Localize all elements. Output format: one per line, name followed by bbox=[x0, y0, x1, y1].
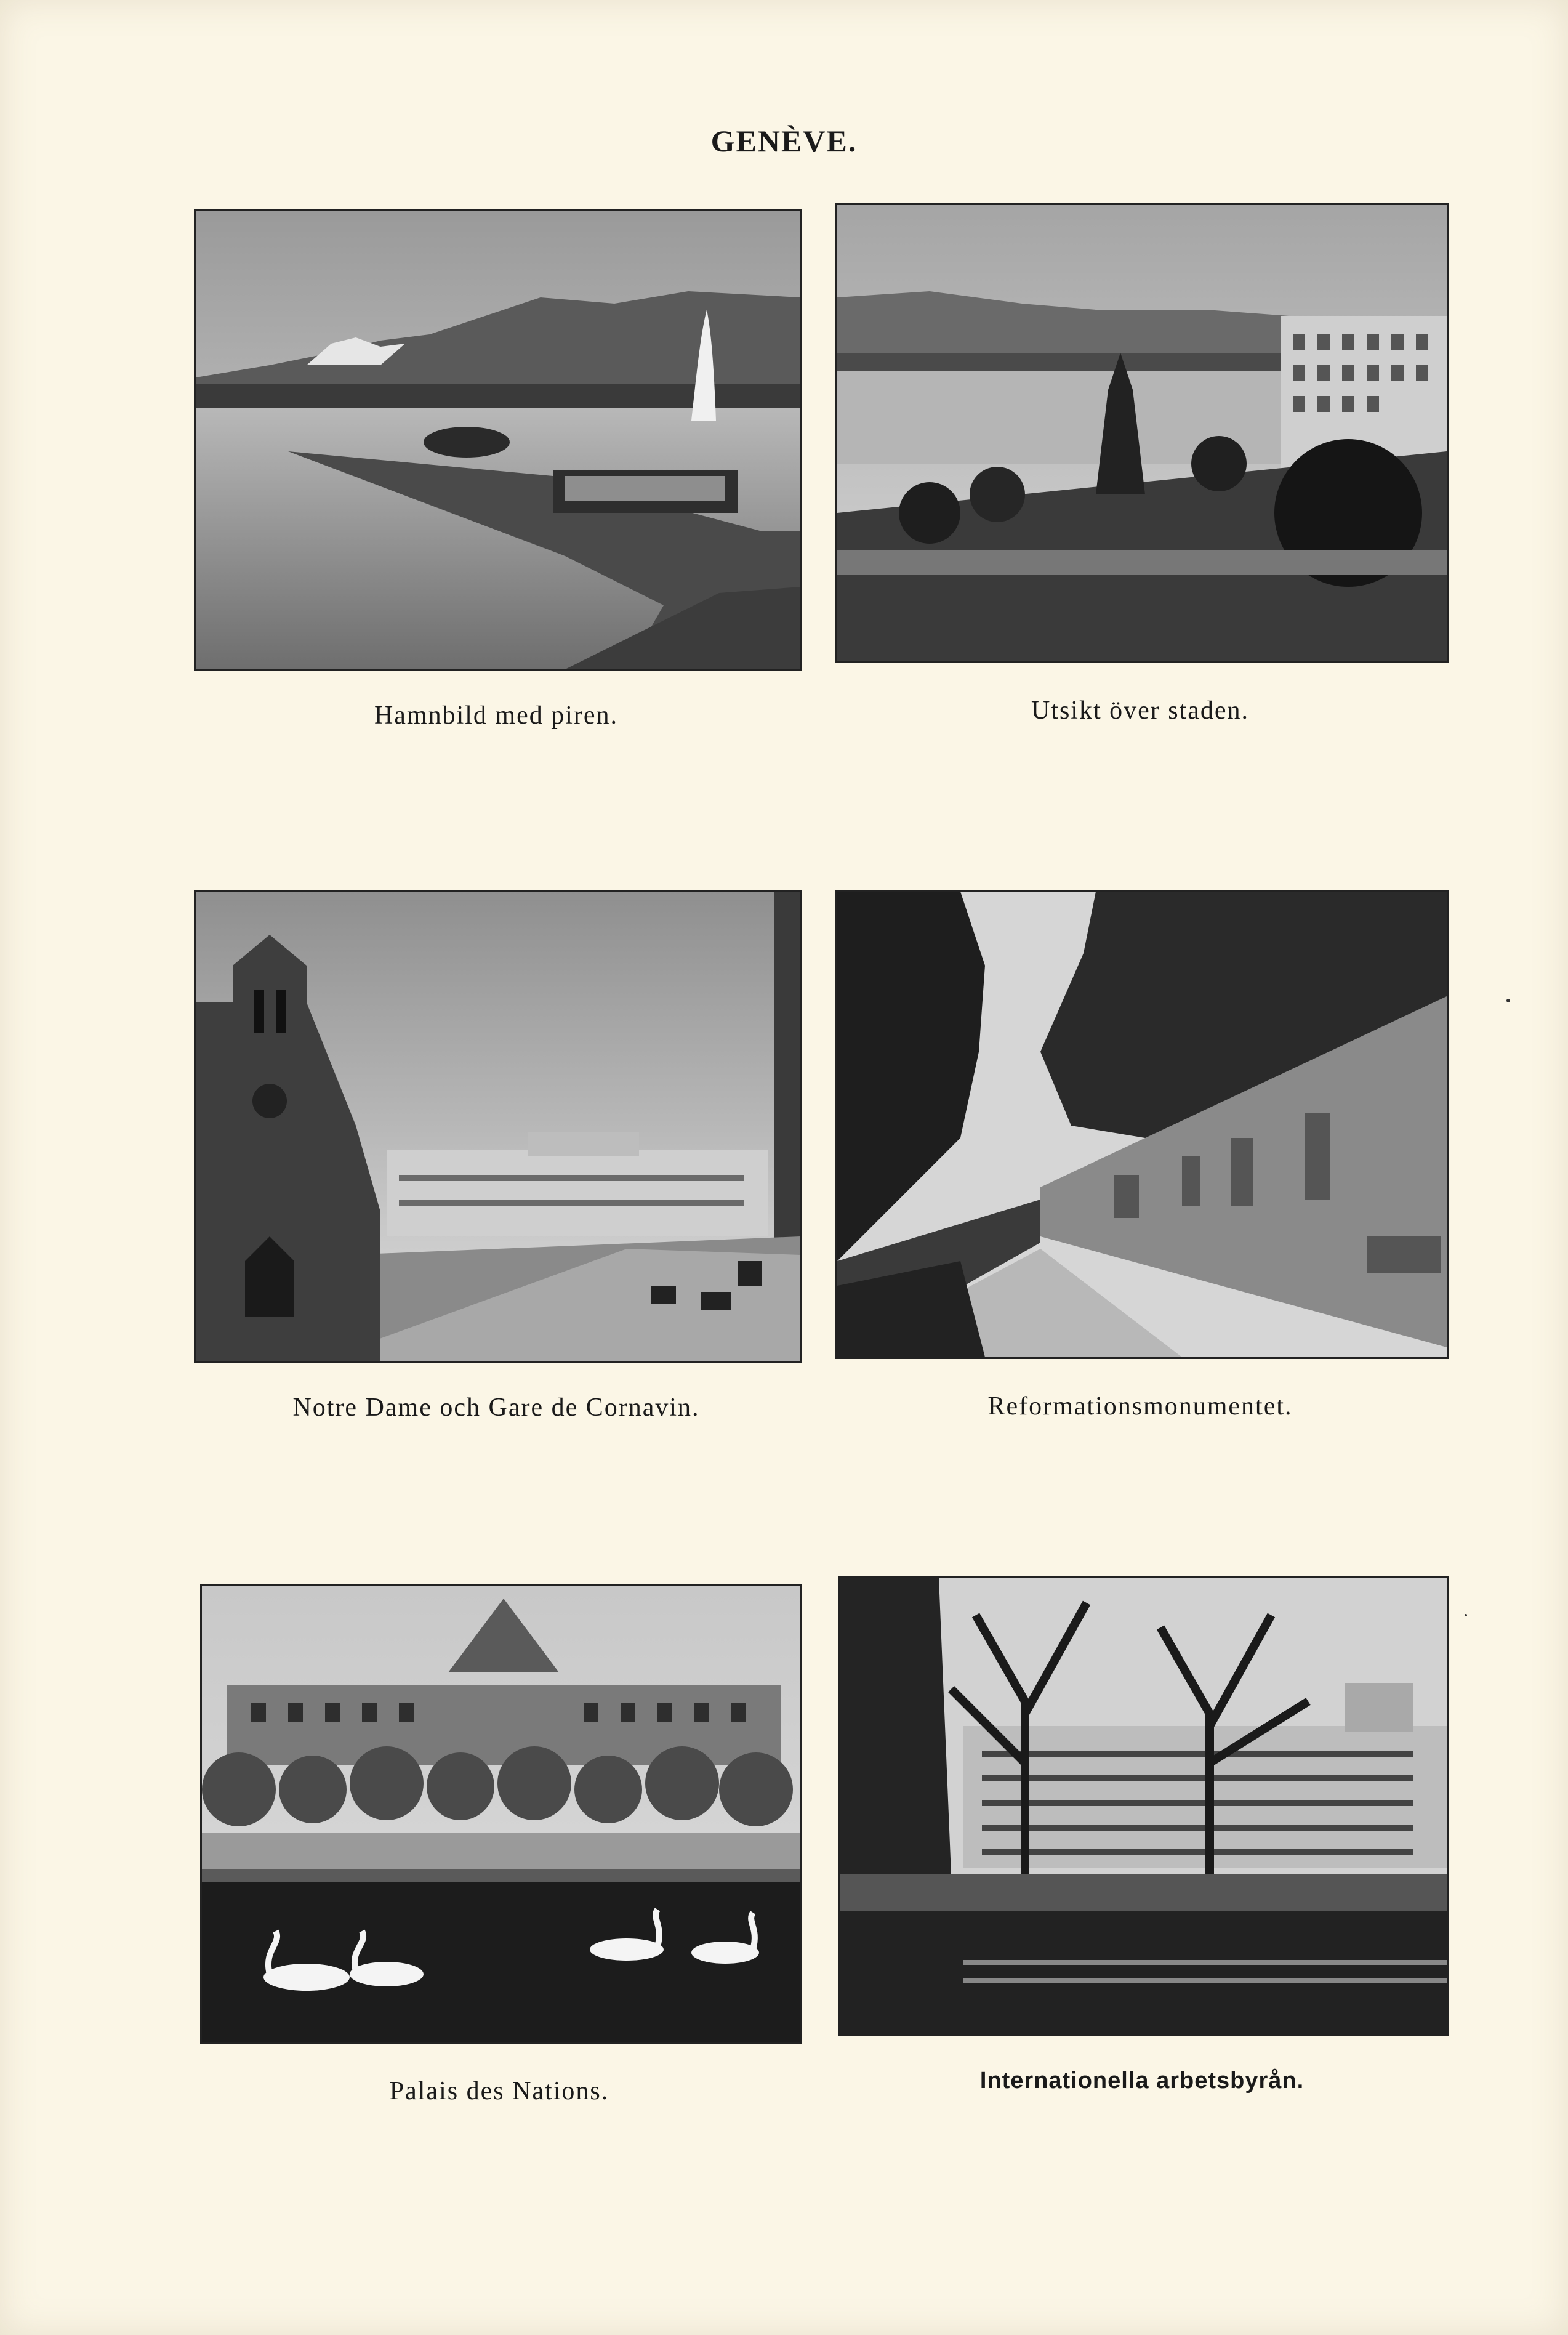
photo-reformation-monument bbox=[835, 890, 1449, 1359]
harbour-illustration bbox=[196, 211, 800, 669]
photo-city-view bbox=[835, 203, 1449, 663]
caption-city-view: Utsikt över staden. bbox=[1031, 696, 1250, 725]
photo-notre-dame bbox=[194, 890, 802, 1363]
palais-des-nations-illustration bbox=[202, 1586, 800, 2042]
caption-palais-des-nations: Palais des Nations. bbox=[389, 2077, 609, 2105]
notre-dame-illustration bbox=[196, 892, 800, 1361]
caption-reformation-monument: Reformationsmonumentet. bbox=[987, 1392, 1293, 1421]
photo-palais-des-nations bbox=[200, 1584, 802, 2044]
city-view-illustration bbox=[837, 205, 1447, 661]
photo-labour-office bbox=[838, 1576, 1449, 2036]
reformation-monument-illustration bbox=[837, 892, 1447, 1357]
caption-labour-office: Internationella arbetsbyrån. bbox=[979, 2068, 1305, 2094]
paper-speck bbox=[1506, 999, 1510, 1002]
labour-office-illustration bbox=[840, 1578, 1447, 2034]
paper-speck bbox=[1465, 1614, 1467, 1616]
caption-harbour: Hamnbild med piren. bbox=[374, 701, 619, 730]
page-title: GENÈVE. bbox=[710, 124, 858, 158]
caption-notre-dame: Notre Dame och Gare de Cornavin. bbox=[292, 1393, 700, 1422]
photo-harbour bbox=[194, 209, 802, 671]
